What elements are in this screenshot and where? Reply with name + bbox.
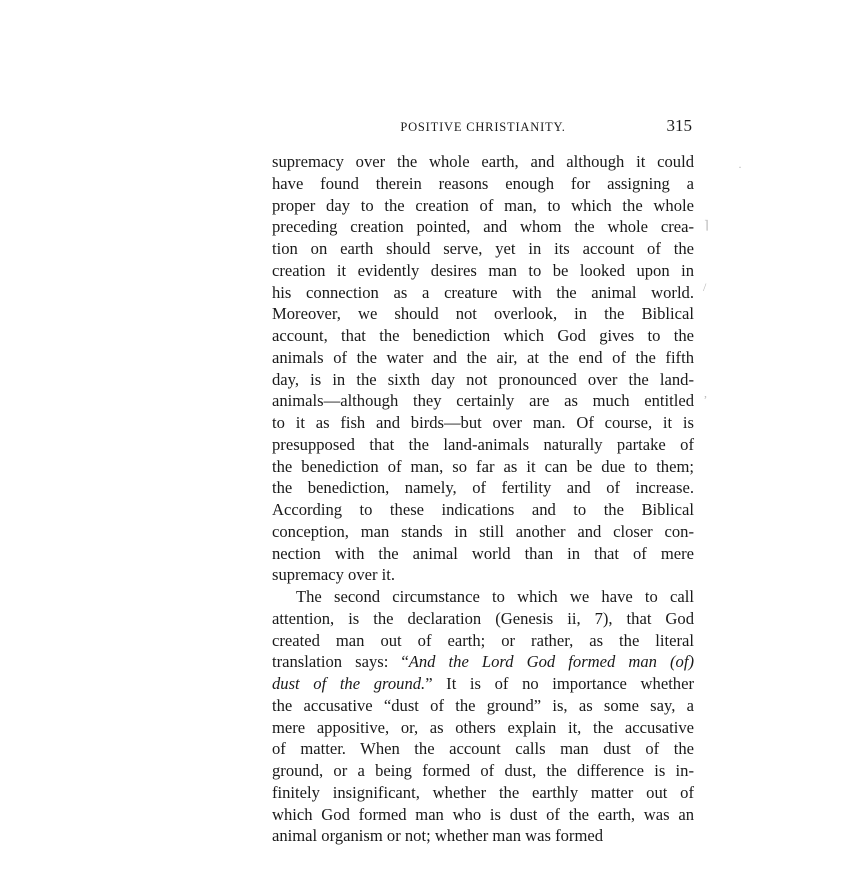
text-line: Moreover, we should not overlook, in the Biblical [272, 304, 694, 324]
text-line: account, that the benediction which God gives to the [272, 326, 694, 345]
text-line: animal organism or not; whether man was formed [272, 826, 604, 846]
text-line: The second circumstance to which we have to call [296, 587, 694, 606]
text-line: animals—although they certainly are as much entitled [272, 391, 694, 411]
text-line: created man out of earth; or rather, as the literal [272, 630, 694, 650]
text-line [272, 673, 694, 695]
text-line: to it as fish and birds—but over man. Of course, it is [272, 413, 694, 432]
text-line: supremacy over it. [272, 565, 396, 585]
text-line: creation it evidently desires man to be looked upon in [272, 260, 694, 280]
text-run: ” It is of no importance whether [425, 674, 694, 693]
scan-speck: , [704, 386, 707, 400]
text-line: of matter. When the account calls man dust of the [272, 739, 694, 759]
text-line: mere appositive, or, as others explain it, the accusative [272, 717, 694, 737]
text-line: the accusative “dust of the ground” is, as some say, a [272, 695, 694, 715]
page-header [272, 116, 694, 136]
text-line: day, is in the sixth day not pronounced over the land- [272, 369, 694, 389]
italic-quote: And the Lord God formed man (of) [408, 652, 694, 672]
text-line: the benediction of man, so far as it can be due to them; [272, 456, 694, 476]
text-line: proper day to the creation of man, to which the whole [272, 195, 694, 215]
text-line: presupposed that the land-animals naturally partake of [272, 434, 694, 454]
text-line: finitely insignificant, whether the earthly matter out of [272, 782, 694, 802]
body-text [272, 151, 694, 847]
scan-speck: ⌉ [704, 218, 709, 232]
text-line: supremacy over the whole earth, and although it could [272, 152, 694, 171]
text-line: nection with the animal world than in that of mere [272, 543, 694, 563]
scan-speck: / [703, 280, 707, 294]
italic-quote: dust of the ground. [272, 674, 426, 693]
text-run: translation says: “ [272, 652, 409, 672]
text-line: preceding creation pointed, and whom the whole crea- [272, 217, 694, 237]
text-line: tion on earth should serve, yet in its account of the [272, 239, 694, 258]
text-line: According to these indications and to the Biblical [272, 500, 694, 519]
page-number: 315 [666, 116, 692, 135]
running-head: POSITIVE CHRISTIANITY. [400, 120, 566, 134]
text-line: ground, or a being formed of dust, the difference is in- [272, 761, 694, 780]
text-line: have found therein reasons enough for assigning a [272, 173, 694, 193]
text-line: the benediction, namely, of fertility and of increase. [272, 478, 694, 498]
text-line: his connection as a creature with the animal world. [272, 282, 694, 302]
text-line: animals of the water and the air, at the end of the fifth [272, 347, 694, 367]
scan-speck: · [738, 160, 742, 174]
text-line: attention, is the declaration (Genesis ii, 7), that God [272, 608, 694, 628]
text-line [272, 651, 694, 673]
text-line: which God formed man who is dust of the earth, was an [272, 804, 694, 824]
text-line: conception, man stands in still another and closer con- [272, 521, 694, 541]
